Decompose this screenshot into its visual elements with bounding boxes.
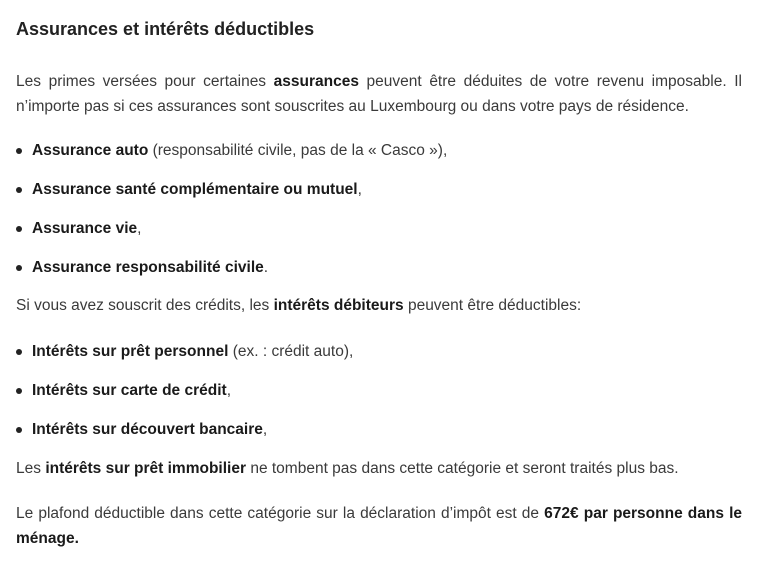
bullet-icon [16,226,22,232]
list-item: Intérêts sur prêt personnel (ex. : crédit auto), [16,342,353,362]
intro-paragraph: Les primes versées pour certaines assurances peuvent être déduites de votre revenu imposable. Il n’importe pas si ces assurances sont souscrites au Luxembourg ou dans votre pays de résidence. [16,73,742,115]
list-item: Intérêts sur carte de crédit, [16,381,231,401]
bullet-icon [16,148,22,154]
intro-bold: assurances [273,73,359,90]
bullet-icon [16,427,22,433]
list-item: Intérêts sur découvert bancaire, [16,420,267,440]
bullet-icon [16,349,22,355]
list-item: Assurance responsabilité civile. [16,258,268,278]
list-item: Assurance vie, [16,219,141,239]
section-heading: Assurances et intérêts déductibles [16,19,315,39]
ceiling-paragraph: Le plafond déductible dans cette catégorie sur la déclaration d’impôt est de 672€ par personne dans le ménage. [16,505,742,547]
bullet-icon [16,187,22,193]
mortgage-bold: intérêts sur prêt immobilier [45,460,247,477]
mortgage-paragraph: Les intérêts sur prêt immobilier ne tombent pas dans cette catégorie et seront traités plus bas. [16,460,679,477]
ceiling-bold: 672€ par personne dans le ménage. [16,505,742,547]
credits-bold: intérêts débiteurs [273,297,404,314]
bullet-icon [16,388,22,394]
credits-paragraph: Si vous avez souscrit des crédits, les intérêts débiteurs peuvent être déductibles: [16,297,582,314]
list-item: Assurance santé complémentaire ou mutuel, [16,180,362,200]
list-item: Assurance auto (responsabilité civile, pas de la « Casco »), [16,141,447,161]
bullet-icon [16,265,22,271]
